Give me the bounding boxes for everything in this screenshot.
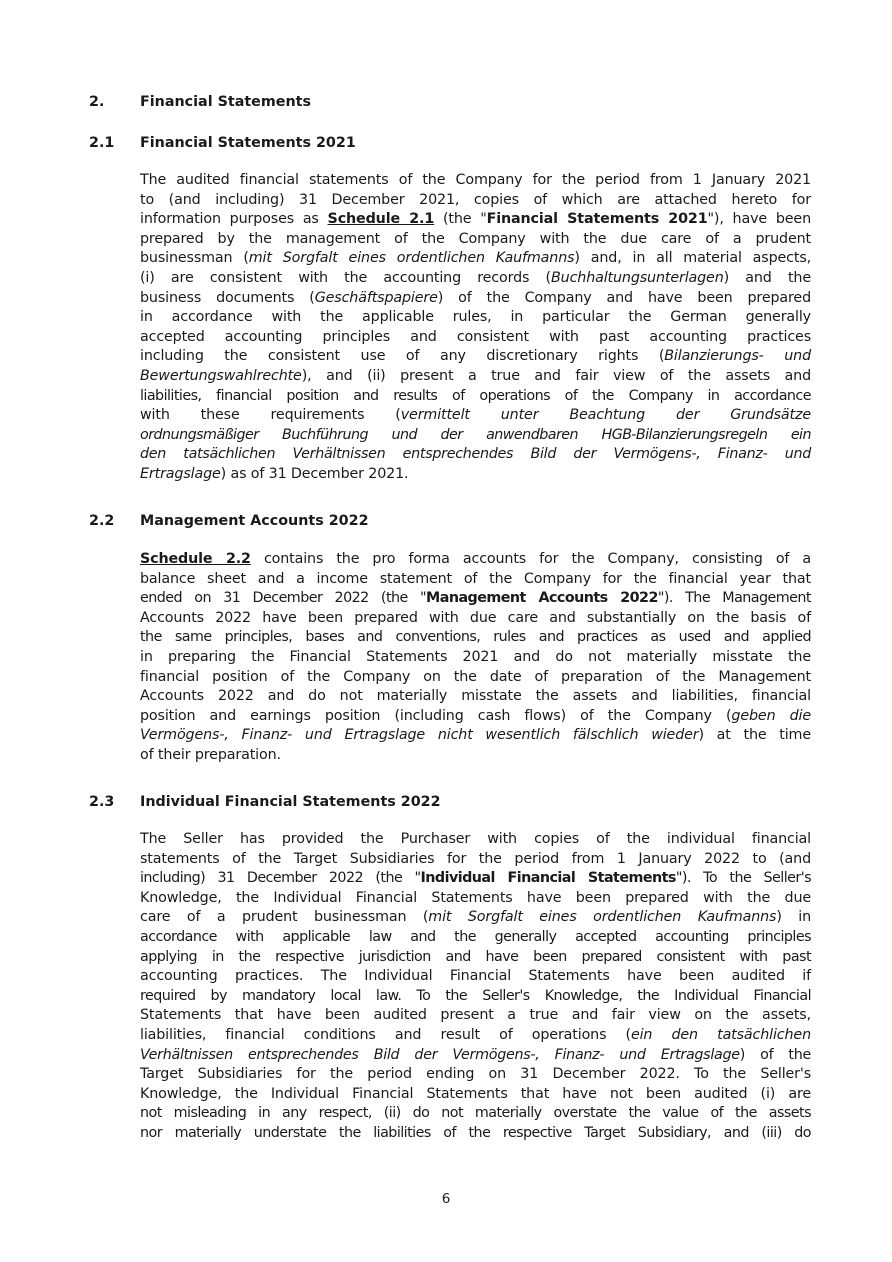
paragraph-line: Ertragslage) as of 31 December 2021. xyxy=(140,465,409,482)
paragraph-line: Knowledge, the Individual Financial Statements that have not been audited (i) are xyxy=(140,1085,811,1102)
paragraph-line: care of a prudent businessman (mit Sorgfalt eines ordentlichen Kaufmanns) in xyxy=(140,909,811,926)
paragraph-line: including) 31 December 2022 (the "Individual Financial Statements"). To the Seller's xyxy=(140,870,811,887)
page-number: 6 xyxy=(441,1191,451,1207)
paragraph-line: The Seller has provided the Purchaser with copies of the individual financial xyxy=(140,831,811,847)
paragraph-line: Target Subsidiaries for the period ending on 31 December 2022. To the Seller's xyxy=(140,1066,811,1083)
paragraph-line: Accounts 2022 and do not materially misstate the assets and liabilities, financial xyxy=(140,688,811,705)
paragraph-line: Schedule 2.2 contains the pro forma accounts for the Company, consisting of a xyxy=(140,551,811,567)
paragraph-line: not misleading in any respect, (ii) do not materially overstate the value of the assets xyxy=(140,1105,811,1122)
paragraph-line: liabilities, financial conditions and result of operations (ein den tatsächlichen xyxy=(140,1026,811,1043)
defined-term: Management Accounts 2022 xyxy=(426,590,658,607)
defined-term: Financial Statements 2021 xyxy=(486,211,708,228)
paragraph-line: the same principles, bases and conventions, rules and practices as used and applied xyxy=(140,629,811,646)
paragraph-line: business documents (Geschäftspapiere) of the Company and have been prepared xyxy=(140,289,811,306)
section-number: 2. xyxy=(89,94,105,110)
paragraph-line: applying in the respective jurisdiction and have been prepared consistent with past xyxy=(140,948,811,965)
paragraph-line: Vermögens-, Finanz- und Ertragslage nicht wesentlich fälschlich wieder) at the time xyxy=(140,727,811,744)
paragraph-line: statements of the Target Subsidiaries for the period from 1 January 2022 to (and xyxy=(140,850,811,867)
paragraph-line: ended on 31 December 2022 (the "Management Accounts 2022"). The Management xyxy=(140,590,811,607)
paragraph-line: accepted accounting principles and consistent with past accounting practices xyxy=(140,328,811,345)
paragraph-line: prepared by the management of the Company with the due care of a prudent xyxy=(140,230,811,247)
paragraph-line: of their preparation. xyxy=(140,746,281,763)
paragraph-line: with these requirements (vermittelt unter Beachtung der Grundsätze xyxy=(140,407,811,424)
section-title: Management Accounts 2022 xyxy=(140,513,369,529)
paragraph-line: to (and including) 31 December 2021, copies of which are attached hereto for xyxy=(140,191,811,208)
paragraph-line: liabilities, financial position and results of operations of the Company in accordance xyxy=(140,387,811,404)
paragraph-line: financial position of the Company on the date of preparation of the Management xyxy=(140,668,811,685)
paragraph-line: Verhältnissen entsprechendes Bild der Vermögens-, Finanz- und Ertragslage) of the xyxy=(140,1046,811,1063)
paragraph-line: Statements that have been audited present a true and fair view on the assets, xyxy=(140,1007,811,1024)
section-number: 2.1 xyxy=(89,135,115,151)
section-title: Financial Statements xyxy=(140,94,311,110)
section-title: Individual Financial Statements 2022 xyxy=(140,794,441,810)
paragraph-line: nor materially understate the liabilities of the respective Target Subsidiary, and (iii) do xyxy=(140,1124,811,1141)
paragraph-line: ordnungsmäßiger Buchführung und der anwendbaren HGB-Bilanzierungsregeln ein xyxy=(140,426,811,443)
schedule-2-2-link[interactable]: Schedule 2.2 xyxy=(140,551,251,567)
paragraph-line: den tatsächlichen Verhältnissen entsprechendes Bild der Vermögens-, Finanz- und xyxy=(140,446,811,463)
paragraph-line: balance sheet and a income statement of the Company for the financial year that xyxy=(140,570,811,587)
paragraph-line: position and earnings position (including cash flows) of the Company (geben die xyxy=(140,707,812,724)
section-2-1-paragraph xyxy=(140,171,811,485)
section-2-2-paragraph xyxy=(140,550,811,766)
paragraph-line: Knowledge, the Individual Financial Statements have been prepared with the due xyxy=(140,889,811,906)
schedule-2-1-link[interactable]: Schedule 2.1 xyxy=(327,211,435,228)
paragraph-line: in accordance with the applicable rules, in particular the German generally xyxy=(140,309,811,326)
paragraph-line: accounting practices. The Individual Financial Statements have been audited if xyxy=(140,968,811,985)
section-2-1-heading xyxy=(89,135,356,151)
section-2-heading xyxy=(89,94,311,110)
paragraph-line: Bewertungswahlrechte), and (ii) present a true and fair view of the assets and xyxy=(140,367,811,384)
paragraph-line: businessman (mit Sorgfalt eines ordentlichen Kaufmanns) and, in all material aspects, xyxy=(140,250,812,267)
paragraph-line: The audited financial statements of the Company for the period from 1 January 2021 xyxy=(140,172,811,188)
paragraph-line: required by mandatory local law. To the Seller's Knowledge, the Individual Financial xyxy=(140,987,811,1004)
paragraph-line: (i) are consistent with the accounting records (Buchhaltungsunterlagen) and the xyxy=(140,269,811,286)
section-2-2-heading xyxy=(89,513,369,529)
defined-term: Individual Financial Statements xyxy=(420,870,676,887)
section-2-3-heading xyxy=(89,794,441,810)
section-title: Financial Statements 2021 xyxy=(140,135,356,151)
paragraph-line: information purposes as Schedule 2.1 (the "Financial Statements 2021"), have been xyxy=(140,211,811,228)
section-number: 2.3 xyxy=(89,794,115,810)
section-number: 2.2 xyxy=(89,513,115,529)
section-2-3-paragraph xyxy=(140,830,811,1144)
paragraph-line: in preparing the Financial Statements 2021 and do not materially misstate the xyxy=(140,648,811,665)
paragraph-line: Accounts 2022 have been prepared with due care and substantially on the basis of xyxy=(140,609,811,626)
paragraph-line: including the consistent use of any discretionary rights (Bilanzierungs- und xyxy=(140,348,811,365)
paragraph-line: accordance with applicable law and the generally accepted accounting principles xyxy=(140,928,811,945)
